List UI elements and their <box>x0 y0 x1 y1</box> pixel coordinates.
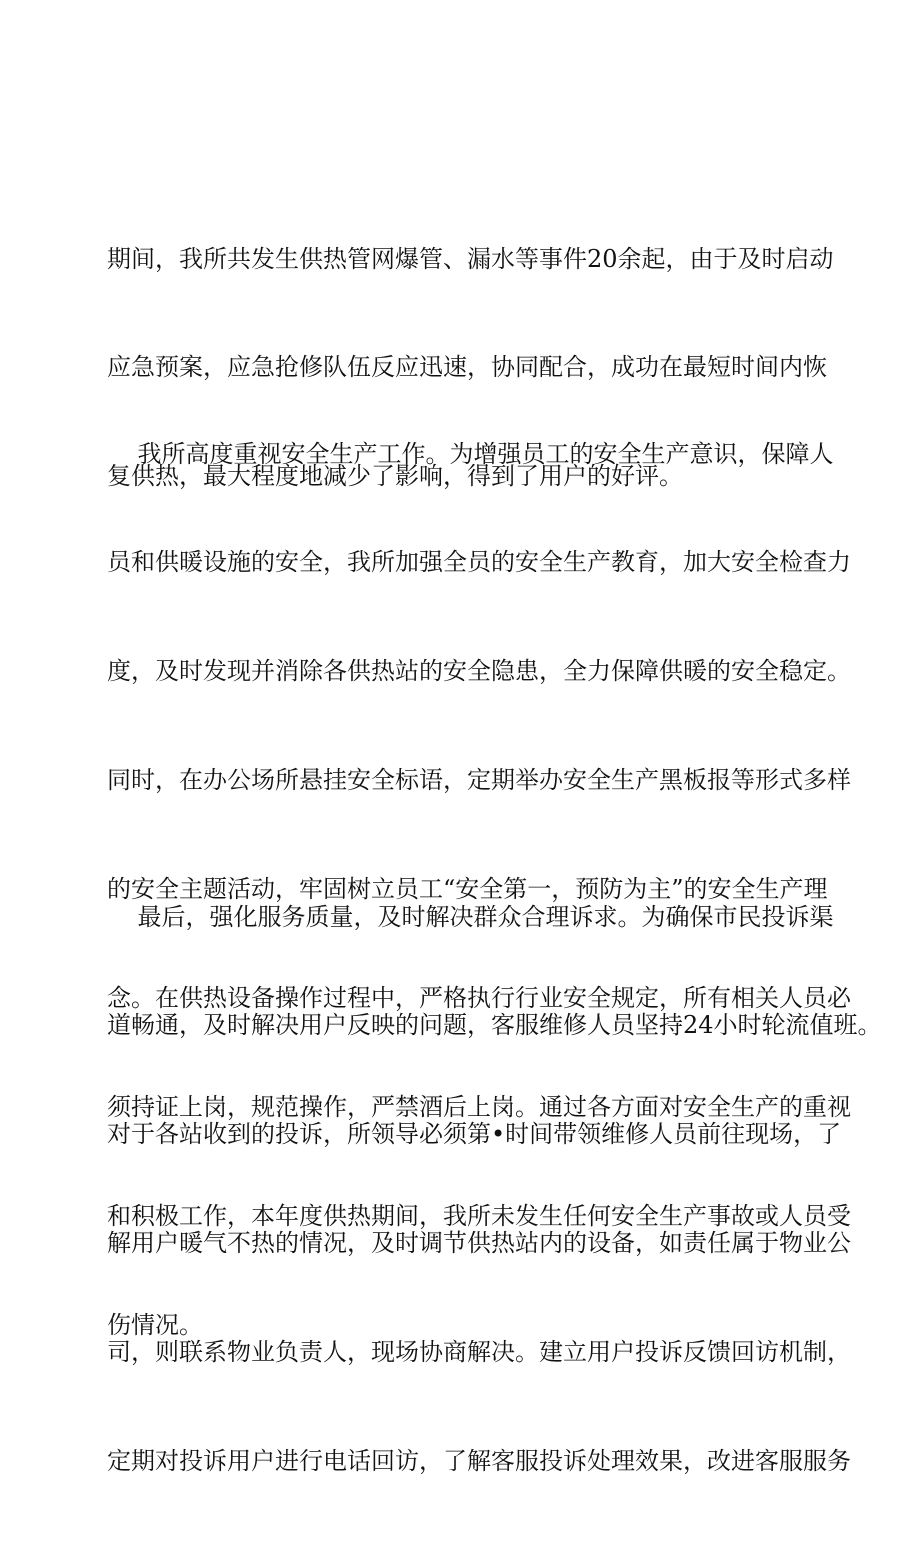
text-line: 复供热，最大程度地减少了影响，得到了用户的好评。 <box>107 462 683 491</box>
text-line: 对于各站收到的投诉，所领导必须第•时间带领维修人员前往现场，了 <box>107 1120 842 1149</box>
text-line: 应急预案，应急抢修队伍反应迅速，协同配合，成功在最短时间内恢 <box>107 353 827 382</box>
text-line: 度，及时发现并消除各供热站的安全隐患，全力保障供暖的安全稳定。 <box>107 657 851 686</box>
text-line: 员和供暖设施的安全，我所加强全员的安全生产教育，加大安全检查力 <box>107 548 851 577</box>
text-line: 的安全主题活动，牢固树立员工“安全第一，预防为主”的安全生产理 <box>107 875 828 904</box>
paragraph-service-quality <box>107 826 882 1552</box>
text-line: 同时，在办公场所悬挂安全标语，定期举办安全生产黑板报等形式多样 <box>107 766 851 795</box>
text-line: 和积极工作，本年度供热期间，我所未发生任何安全生产事故或人员受 <box>107 1201 851 1230</box>
text-line: 道畅通，及时解决用户反映的问题，客服维修人员坚持24小时轮流值班。 <box>107 1011 882 1040</box>
text-line: 最后，强化服务质量，及时解决群众合理诉求。为确保市民投诉渠 <box>107 902 834 931</box>
text-line: 伤情况。 <box>107 1310 203 1339</box>
text-line: 解用户暖气不热的情况，及时调节供热站内的设备，如责任属于物业公 <box>107 1229 851 1258</box>
text-line: 须持证上岗，规范操作，严禁酒后上岗。通过各方面对安全生产的重视 <box>107 1092 851 1121</box>
text-line: 念。在供热设备操作过程中，严格执行行业安全规定，所有相关人员必 <box>107 984 851 1013</box>
text-line: 定期对投诉用户进行电话回访，了解客服投诉处理效果，改进客服服务 <box>107 1447 851 1476</box>
text-line: 司，则联系物业负责人，现场协商解决。建立用户投诉反馈回访机制， <box>107 1338 851 1367</box>
text-line: 期间，我所共发生供热管网爆管、漏水等事件20余起，由于及时启动 <box>107 244 834 273</box>
text-line: 我所高度重视安全生产工作。为增强员工的安全生产意识，保障人 <box>107 439 834 468</box>
